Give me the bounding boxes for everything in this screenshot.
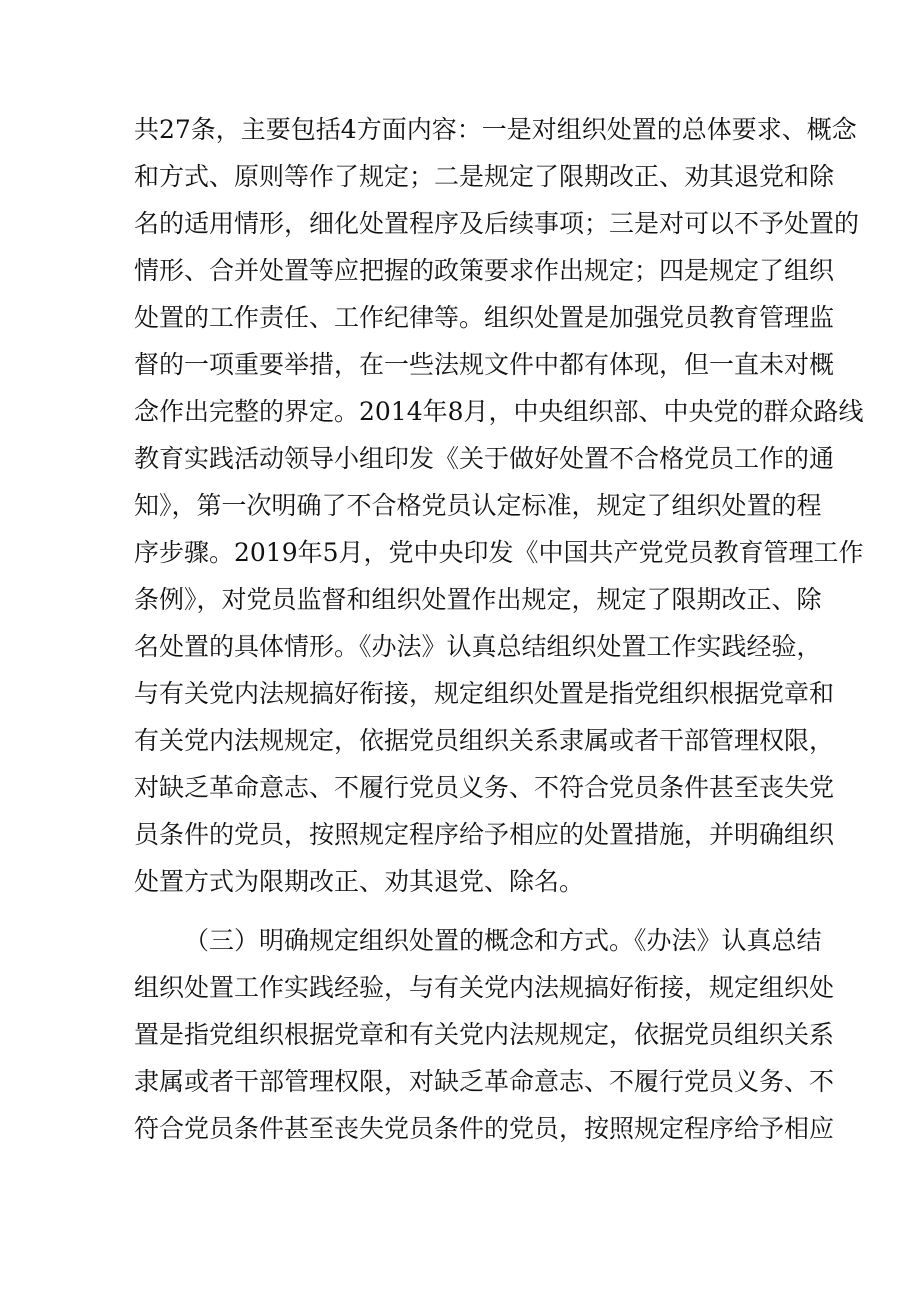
text-line-12: 名处置的具体情形。《办法》认真总结组织处置工作实践经验， xyxy=(134,632,822,661)
text-line-22: 符合党员条件甚至丧失党员条件的党员，按照规定程序给予相应 xyxy=(134,1114,835,1143)
text-line-19: 组织处置工作实践经验，与有关党内法规搞好衔接，规定组织处 xyxy=(134,973,835,1002)
text-line-5: 处置的工作责任、工作纪律等。组织处置是加强党员教育管理监 xyxy=(134,303,835,332)
text-line-21: 隶属或者干部管理权限，对缺乏革命意志、不履行党员义务、不 xyxy=(134,1067,835,1096)
text-line-6: 督的一项重要举措，在一些法规文件中都有体现，但一直未对概 xyxy=(134,350,835,379)
text-line-10: 序步骤。2019年5月，党中央印发《中国共产党党员教育管理工作 xyxy=(134,538,864,567)
text-line-13: 与有关党内法规搞好衔接，规定组织处置是指党组织根据党章和 xyxy=(134,679,835,708)
text-line-3: 名的适用情形，细化处置程序及后续事项；三是对可以不予处置的 xyxy=(134,209,860,238)
text-line-15: 对缺乏革命意志、不履行党员义务、不符合党员条件甚至丧失党 xyxy=(134,773,835,802)
text-line-14: 有关党内法规规定，依据党员组织关系隶属或者干部管理权限， xyxy=(134,726,835,755)
text-line-17: 处置方式为限期改正、劝其退党、除名。 xyxy=(134,867,585,896)
text-line-20: 置是指党组织根据党章和有关党内法规规定，依据党员组织关系 xyxy=(134,1020,835,1049)
text-line-8: 教育实践活动领导小组印发《关于做好处置不合格党员工作的通 xyxy=(134,444,835,473)
text-line-2: 和方式、原则等作了规定；二是规定了限期改正、劝其退党和除 xyxy=(134,162,835,191)
text-line-9: 知》，第一次明确了不合格党员认定标准，规定了组织处置的程 xyxy=(134,491,822,520)
text-line-1: 共27条，主要包括4方面内容：一是对组织处置的总体要求、概念 xyxy=(134,115,857,144)
text-line-4: 情形、合并处置等应把握的政策要求作出规定；四是规定了组织 xyxy=(134,256,835,285)
text-line-11: 条例》，对党员监督和组织处置作出规定，规定了限期改正、除 xyxy=(134,585,822,614)
text-line-7: 念作出完整的界定。2014年8月，中央组织部、中央党的群众路线 xyxy=(134,397,864,426)
text-line-16: 员条件的党员，按照规定程序给予相应的处置措施，并明确组织 xyxy=(134,820,835,849)
text-line-18: （三）明确规定组织处置的概念和方式。《办法》认真总结 xyxy=(184,926,822,955)
